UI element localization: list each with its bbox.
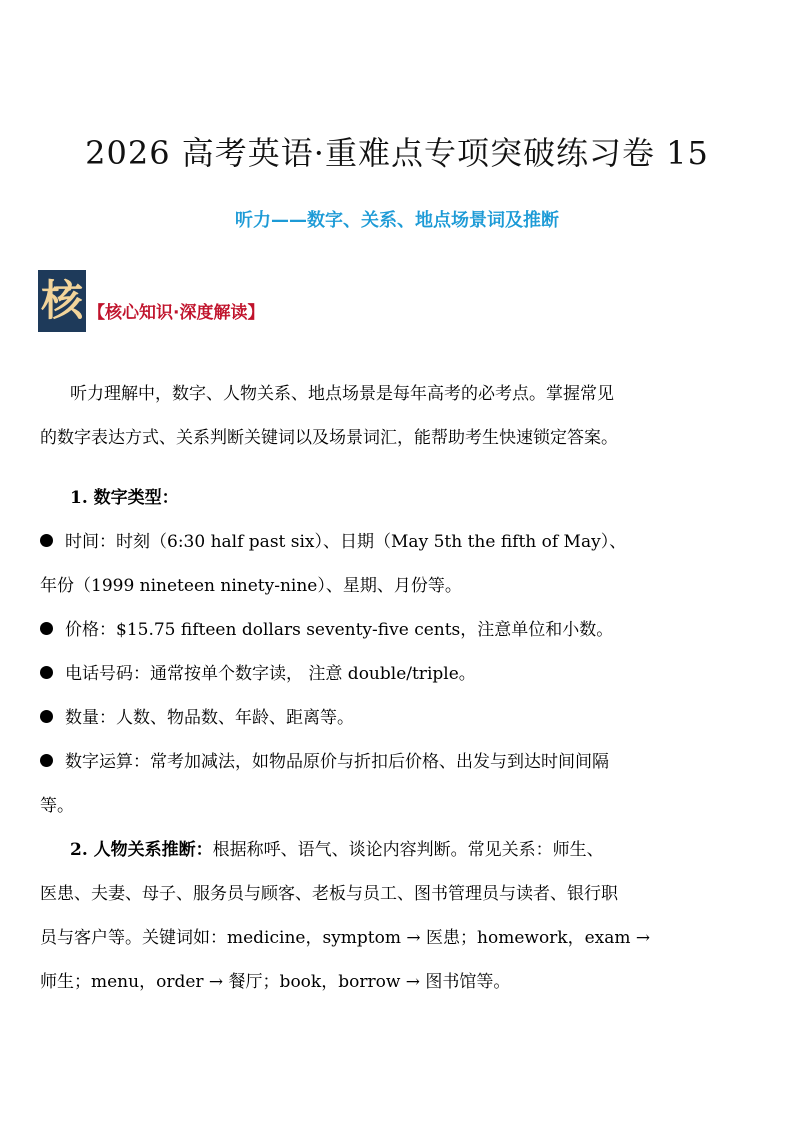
bullet-dot <box>40 754 53 767</box>
intro-line-2: 的数字表达方式、关系判断关键词以及场景词汇，能帮助考生快速锁定答案。 <box>40 428 618 448</box>
page-subtitle: 听力——数字、关系、地点场景词及推断 <box>235 210 559 231</box>
bullet-quantity-text: 数量：人数、物品数、年龄、距离等。 <box>65 708 354 728</box>
heading-relation: 2. 人物关系推断： <box>70 840 213 860</box>
bullet-calc-cont: 等。 <box>40 796 74 816</box>
page-title: 2026 高考英语·重难点专项突破练习卷 15 <box>85 134 709 172</box>
bullet-price-text: 价格：$15.75 fifteen dollars seventy-five cents，注意单位和小数。 <box>65 620 614 640</box>
bullet-time <box>40 530 760 554</box>
relation-line-2: 医患、夫妻、母子、服务员与顾客、老板与员工、图书管理员与读者、银行职 <box>40 884 618 904</box>
relation-line-3: 员与客户等。关键词如：medicine，symptom → 医患；homework，exam → <box>40 928 651 948</box>
relation-line-1 <box>70 838 790 862</box>
section-title: 【核心知识·深度解读】 <box>88 303 265 323</box>
bullet-dot <box>40 534 53 547</box>
bullet-quantity <box>40 706 760 730</box>
section-badge: 核 <box>38 270 86 332</box>
bullet-dot <box>40 710 53 723</box>
relation-line-1-text: 根据称呼、语气、谈论内容判断。常见关系：师生、 <box>212 840 604 860</box>
bullet-time-text: 时间：时刻（6:30 half past six）、日期（May 5th the fifth of May）、 <box>65 532 627 552</box>
bullet-price <box>40 618 760 642</box>
heading-number-types: 1. 数字类型： <box>70 488 179 508</box>
bullet-dot <box>40 622 53 635</box>
bullet-dot <box>40 666 53 679</box>
bullet-calc-text: 数字运算：常考加减法，如物品原价与折扣后价格、出发与到达时间间隔 <box>65 752 609 772</box>
bullet-phone <box>40 662 760 686</box>
bullet-phone-text: 电话号码：通常按单个数字读， 注意 double/triple。 <box>65 664 476 684</box>
intro-line-1: 听力理解中，数字、人物关系、地点场景是每年高考的必考点。掌握常见 <box>70 384 614 404</box>
relation-line-4: 师生；menu，order → 餐厅；book，borrow → 图书馆等。 <box>40 972 511 992</box>
bullet-time-cont: 年份（1999 nineteen ninety-nine）、星期、月份等。 <box>40 576 462 596</box>
bullet-calc <box>40 750 760 774</box>
